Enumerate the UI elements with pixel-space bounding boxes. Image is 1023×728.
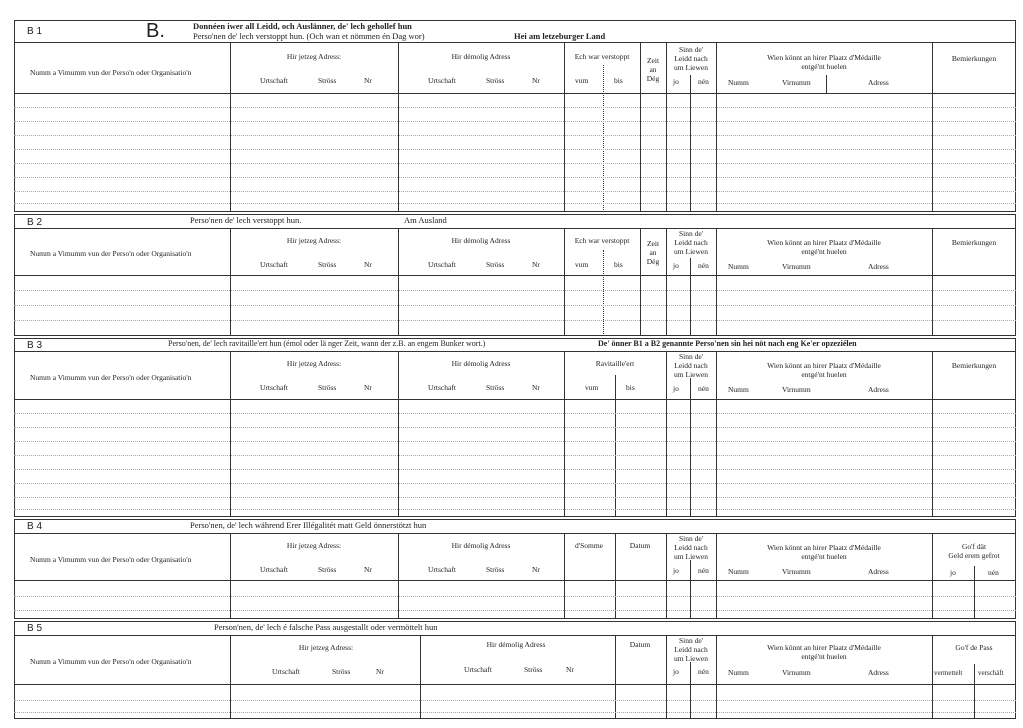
b2-wien2: entgé'nt huelen <box>801 247 847 256</box>
b3-numm: Numm <box>728 385 749 394</box>
b1-old-addr: Hir démolig Adress <box>451 52 511 61</box>
b5-jo: jo <box>673 667 679 676</box>
b3-virnumm: Virnumm <box>782 385 811 394</box>
b4-cur-addr: Hir jetzeg Adress: <box>286 541 342 550</box>
b5-cur-addr: Hir jetzeg Adress: <box>298 643 354 652</box>
b2-zeit1: Zeit <box>646 239 660 248</box>
b2-verstoppt: Ech war verstoppt <box>574 236 630 245</box>
b4-cur-urtschaft: Urtschaft <box>260 565 288 574</box>
b1-sinn3: um Liewen <box>674 63 708 72</box>
b1-nen: nén <box>698 77 709 86</box>
b3-old-stross: Ströss <box>486 383 505 392</box>
b3-wien1: Wien könnt an hirer Plaatz d'Médaille <box>767 361 881 370</box>
b1-old-nr: Nr <box>532 76 540 85</box>
section-b1 <box>14 20 1016 212</box>
b2-zeit2: an <box>649 248 657 257</box>
b3-cur-urtschaft: Urtschaft <box>260 383 288 392</box>
section-b3-id: B 3 <box>27 340 43 351</box>
b1-cur-addr: Hir jetzeg Adress: <box>286 52 342 61</box>
section-b4-id: B 4 <box>27 521 43 532</box>
b5-wien2: entgé'nt huelen <box>801 652 847 661</box>
b5-gof: Go'f de Pass <box>955 643 993 652</box>
b4-old-nr: Nr <box>532 565 540 574</box>
b1-adress: Adress <box>868 78 889 87</box>
header-line2b: Hei am letzeburger Land <box>514 31 606 41</box>
b1-jo: jo <box>673 77 679 86</box>
b4-old-addr: Hir démolig Adress <box>451 541 511 550</box>
b3-vum: vum <box>585 383 599 392</box>
section-letter: B. <box>146 20 165 42</box>
b5-vermettelt: vermettelt <box>934 669 963 677</box>
section-b2-id: B 2 <box>27 217 43 228</box>
b2-cur-addr: Hir jetzeg Adress: <box>286 236 342 245</box>
b1-verstoppt: Ech war verstoppt <box>574 52 630 61</box>
b2-cur-nr: Nr <box>364 260 372 269</box>
b4-title: Perso'nen, de' lech während Erer Illégalitét matt Geld önnerstötzt hun <box>190 520 427 530</box>
b4-old-urtschaft: Urtschaft <box>428 565 456 574</box>
b1-zeit2: an <box>649 65 657 74</box>
b5-wien1: Wien könnt an hirer Plaatz d'Médaille <box>767 643 881 652</box>
b3-title: Perso'nen, de' lech ravitaille'ert hun (émol oder lä nger Zeit, wann der z.B. an engem Bunker wort.) <box>168 339 486 348</box>
b5-sinn2: Leidd nach <box>674 645 708 654</box>
b2-old-urtschaft: Urtschaft <box>428 260 456 269</box>
b5-sinn1: Sinn de' <box>678 636 704 645</box>
b2-sinn3: um Liewen <box>674 247 708 256</box>
b5-cur-urtschaft: Urtschaft <box>272 667 300 676</box>
b4-cur-nr: Nr <box>364 565 372 574</box>
b2-sinn2: Leidd nach <box>674 238 708 247</box>
b3-nen: nén <box>698 384 709 393</box>
b5-name-col: Numm a Vimumm vun der Perso'n oder Organisatio'n <box>30 657 192 666</box>
b1-zeit1: Zeit <box>646 56 660 65</box>
b2-virnumm: Virnumm <box>782 262 811 271</box>
b5-old-stross: Ströss <box>524 665 543 674</box>
b3-sinn1: Sinn de' <box>678 352 704 361</box>
b4-jo: jo <box>673 566 679 575</box>
b5-verschaft: verschäft <box>978 669 1004 677</box>
b4-gof-nen: nén <box>988 568 999 577</box>
b5-sinn3: um Liewen <box>674 654 708 663</box>
b1-wien2: entgé'nt huelen <box>801 62 847 71</box>
b5-cur-nr: Nr <box>376 667 384 676</box>
b2-cur-stross: Ströss <box>318 260 337 269</box>
b2-jo: jo <box>673 261 679 270</box>
b1-numm: Numm <box>728 78 749 87</box>
b2-title-b: Am Ausland <box>404 215 447 225</box>
b3-cur-stross: Ströss <box>318 383 337 392</box>
b2-title: Perso'nen de' lech verstoppt hun. <box>190 215 302 225</box>
b1-bemierkungen: Bemierkungen <box>951 54 997 63</box>
b5-cur-stross: Ströss <box>332 667 351 676</box>
b4-numm: Numm <box>728 567 749 576</box>
b2-sinn1: Sinn de' <box>678 229 704 238</box>
header-line1: Donnéen iwer all Leidd, och Auslänner, de' lech gehollef hun <box>193 21 412 31</box>
b5-adress: Adress <box>868 668 889 677</box>
b1-old-urtschaft: Urtschaft <box>428 76 456 85</box>
b3-old-nr: Nr <box>532 383 540 392</box>
b4-nen: nén <box>698 566 709 575</box>
b5-title: Person'nen, de' lech é falsche Pass ausgestallt oder vermöttelt hun <box>214 622 438 632</box>
b3-sinn3: um Liewen <box>674 370 708 379</box>
header-line2: Perso'nen de' lech verstoppt hun. (Och wan et nömmen én Dag wor) <box>193 31 425 41</box>
b3-bis: bis <box>626 383 635 392</box>
b5-old-nr: Nr <box>566 665 574 674</box>
b2-old-addr: Hir démolig Adress <box>451 236 511 245</box>
b1-sinn2: Leidd nach <box>674 54 708 63</box>
b4-name-col: Numm a Vimumm vun der Perso'n oder Organisatio'n <box>30 555 192 564</box>
b2-bis: bis <box>614 260 623 269</box>
b4-sinn2: Leidd nach <box>674 543 708 552</box>
b4-wien1: Wien könnt an hirer Plaatz d'Médaille <box>767 543 881 552</box>
b4-gof2: Geld erem gefrot <box>948 551 1000 560</box>
b3-wien2: entgé'nt huelen <box>801 370 847 379</box>
b1-name-col: Numm a Vimumm vun der Perso'n oder Organisatio'n <box>30 68 192 77</box>
b5-virnumm: Virnumm <box>782 668 811 677</box>
b3-name-col: Numm a Vimumm vun der Perso'n oder Organisatio'n <box>30 373 192 382</box>
b4-cur-stross: Ströss <box>318 565 337 574</box>
b5-datum: Datum <box>629 640 651 649</box>
b1-cur-nr: Nr <box>364 76 372 85</box>
b3-cur-nr: Nr <box>364 383 372 392</box>
b4-summe: d'Somme <box>574 541 604 550</box>
b5-numm: Numm <box>728 668 749 677</box>
b2-wien1: Wien könnt an hirer Plaatz d'Médaille <box>767 238 881 247</box>
b4-virnumm: Virnumm <box>782 567 811 576</box>
b4-sinn3: um Liewen <box>674 552 708 561</box>
b2-adress: Adress <box>868 262 889 271</box>
b1-wien1: Wien könnt an hirer Plaatz d'Médaille <box>767 53 881 62</box>
section-b1-id: B 1 <box>27 26 43 37</box>
b4-wien2: entgé'nt huelen <box>801 552 847 561</box>
section-b5-id: B 5 <box>27 623 43 634</box>
b1-cur-stross: Ströss <box>318 76 337 85</box>
b3-old-urtschaft: Urtschaft <box>428 383 456 392</box>
b2-nen: nén <box>698 261 709 270</box>
b5-old-urtschaft: Urtschaft <box>464 665 492 674</box>
b1-zeit3: Dég <box>646 74 660 83</box>
b3-ravitailleert: Ravitaille'ert <box>595 359 635 368</box>
b1-bis: bis <box>614 76 623 85</box>
b4-gof1: Go'f dät <box>961 542 987 551</box>
b5-nen: nén <box>698 667 709 676</box>
b3-old-addr: Hir démolig Adress <box>451 359 511 368</box>
b1-virnumm: Virnumm <box>782 78 811 87</box>
b4-adress: Adress <box>868 567 889 576</box>
b5-old-addr: Hir démolig Adress <box>486 640 546 649</box>
b3-adress: Adress <box>868 385 889 394</box>
b3-bemierkungen: Bemierkungen <box>951 361 997 370</box>
b2-zeit3: Dég <box>646 257 660 266</box>
b3-cur-addr: Hir jetzeg Adress: <box>286 359 342 368</box>
b3-sinn2: Leidd nach <box>674 361 708 370</box>
b2-old-stross: Ströss <box>486 260 505 269</box>
b2-name-col: Numm a Vimumm vun der Perso'n oder Organisatio'n <box>30 249 192 258</box>
b4-gof-jo: jo <box>950 568 956 577</box>
b2-cur-urtschaft: Urtschaft <box>260 260 288 269</box>
b1-old-stross: Ströss <box>486 76 505 85</box>
b1-vum: vum <box>575 76 589 85</box>
b4-old-stross: Ströss <box>486 565 505 574</box>
b1-sinn1: Sinn de' <box>678 45 704 54</box>
b3-title-b: De' önner B1 a B2 genannte Perso'nen sin hei nöt nach eng Ke'er opzeziélen <box>598 339 857 348</box>
b2-old-nr: Nr <box>532 260 540 269</box>
b2-vum: vum <box>575 260 589 269</box>
b2-numm: Numm <box>728 262 749 271</box>
b4-sinn1: Sinn de' <box>678 534 704 543</box>
b1-cur-urtschaft: Urtschaft <box>260 76 288 85</box>
b3-jo: jo <box>673 384 679 393</box>
b2-bemierkungen: Bemierkungen <box>951 238 997 247</box>
section-b4 <box>14 519 1016 619</box>
b4-datum: Datum <box>629 541 651 550</box>
